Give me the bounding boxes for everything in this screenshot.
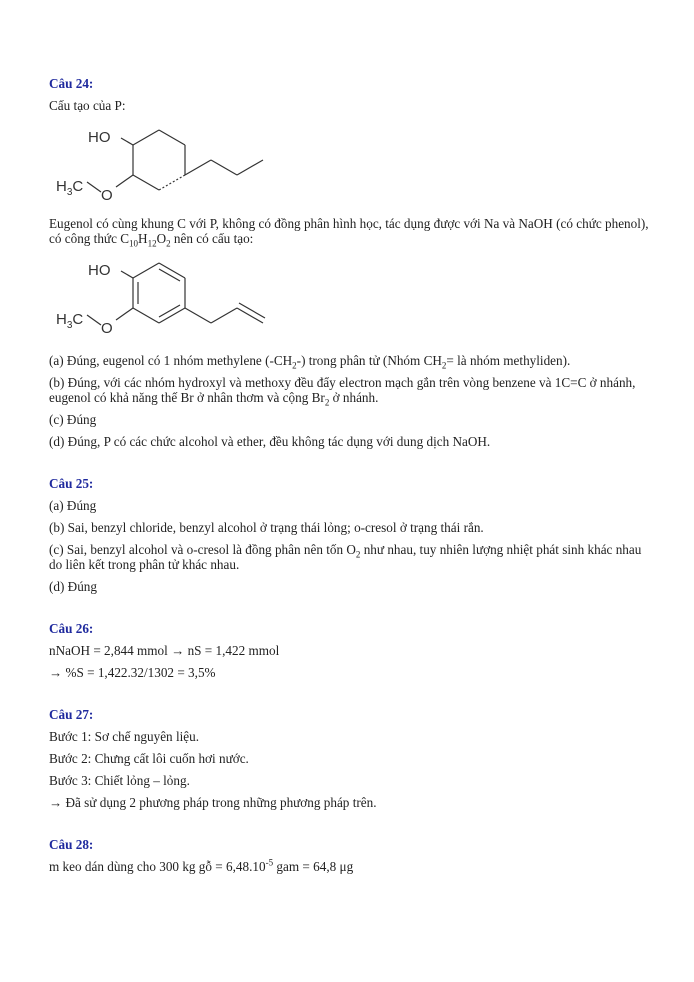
mol2-bonds xyxy=(87,263,265,325)
question-28 xyxy=(49,837,649,874)
q26-line-2: → %S = 1,422.32/1302 = 3,5% xyxy=(49,665,216,680)
q24-answer-a: (a) Đúng, eugenol có 1 nhóm methylene $(-CH_2-)$ trong phân tử (Nhóm $CH_2=$ là nhóm methyliden). xyxy=(49,353,571,371)
mol1-ho-label: HO xyxy=(88,129,111,146)
question-24-title: Câu 24: xyxy=(49,76,94,91)
q24-answer-c: (c) Đúng xyxy=(49,412,97,427)
q27-step-1: Bước 1: Sơ chế nguyên liệu. xyxy=(49,729,200,744)
question-28-title: Câu 28: xyxy=(49,837,94,852)
question-26 xyxy=(49,621,649,680)
mol1-bonds xyxy=(87,130,263,192)
q25-answer-a: (a) Đúng xyxy=(49,498,97,513)
question-25 xyxy=(49,476,649,594)
q25-answer-b: (b) Sai, benzyl chloride, benzyl alcohol ở trạng thái lỏng; o-cresol ở trạng thái rắn. xyxy=(49,520,484,535)
q26-line-1: nNaOH = 2,844 mmol → nS = 1,422 mmol xyxy=(49,643,280,658)
q24-eugenol-text: Eugenol có cùng khung C với P, không có đồng phân hình học, tác dụng được với Na và NaOH (có chức phenol), có công thức $C_{10}H_{12}O_2$ nên có cấu tạo: xyxy=(49,216,649,249)
mol1-o-label: O xyxy=(101,187,113,204)
q25-answer-d: (d) Đúng xyxy=(49,579,97,594)
structure-p-diagram xyxy=(49,120,289,212)
question-26-title: Câu 26: xyxy=(49,621,94,636)
q24-intro: Cấu tạo của P: xyxy=(49,98,126,113)
mol2-ho-label: HO xyxy=(88,262,111,279)
mol2-h3c-label: $H_3C$ xyxy=(56,311,84,331)
question-27-title: Câu 27: xyxy=(49,707,94,722)
document-page xyxy=(49,76,649,901)
q27-conclusion: → Đã sử dụng 2 phương pháp trong những phương pháp trên. xyxy=(49,795,377,810)
mol2-o-label: O xyxy=(101,320,113,337)
q24-answer-b: (b) Đúng, với các nhóm hydroxyl và methoxy đều đẩy electron mạch gắn trên vòng benzene và 1C=C ở nhánh, eugenol có khả năng thế Br ở nhân thơm và cộng $Br_2$ ở nhánh. xyxy=(49,375,636,408)
question-25-title: Câu 25: xyxy=(49,476,94,491)
eugenol-structure-diagram xyxy=(49,253,289,345)
q24-answer-d: (d) Đúng, P có các chức alcohol và ether, đều không tác dụng với dung dịch NaOH. xyxy=(49,434,491,449)
q27-step-3: Bước 3: Chiết lỏng – lỏng. xyxy=(49,773,190,788)
q27-step-2: Bước 2: Chưng cất lôi cuốn hơi nước. xyxy=(49,751,249,766)
q25-answer-c: (c) Sai, benzyl alcohol và o-cresol là đồng phân nên tốn $O_2$ như nhau, tuy nhiên lượng nhiệt phát sinh khác nhau do liên kết trong phân tử khác nhau. xyxy=(49,542,642,572)
q28-line: m keo dán dùng cho 300 kg gỗ = $6,48.10^{-5}$ gam = 64,8 μg xyxy=(49,857,354,874)
question-24 xyxy=(49,76,649,449)
mol1-h3c-label: $H_3C$ xyxy=(56,178,84,198)
question-27 xyxy=(49,707,649,810)
